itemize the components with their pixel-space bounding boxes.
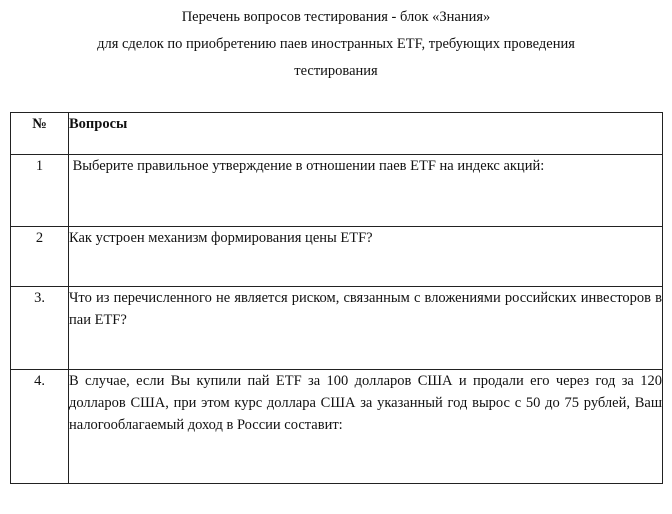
questions-table [10,112,663,484]
table-header-row [11,113,663,155]
document-title-line-1: Перечень вопросов тестирования - блок «Знания» [181,9,491,25]
question-number: 1 [11,155,69,227]
question-text: Что из перечисленного не является риском, связанным с вложениями российских инвесторов в паи ETF? [69,287,663,370]
question-text: Как устроен механизм формирования цены ETF? [69,227,663,287]
table-row [11,370,663,484]
document-title-line-2: для сделок по приобретению паев иностранных ETF, требующих проведения [97,36,575,52]
table-row [11,155,663,227]
document-title-line-3: тестирования [294,63,378,79]
question-number: 2 [11,227,69,287]
column-header-questions: Вопросы [69,113,663,155]
column-header-number: № [11,113,69,155]
question-text: Выберите правильное утверждение в отношении паев ETF на индекс акций: [69,155,663,227]
question-text: В случае, если Вы купили пай ETF за 100 долларов США и продали его через год за 120 долларов США, при этом курс доллара США за указанный год вырос с 50 до 75 рублей, Ваш налогооблагаемый доход в России составит: [69,370,663,484]
table-row [11,227,663,287]
question-number: 4. [11,370,69,484]
question-number: 3. [11,287,69,370]
table-row [11,287,663,370]
